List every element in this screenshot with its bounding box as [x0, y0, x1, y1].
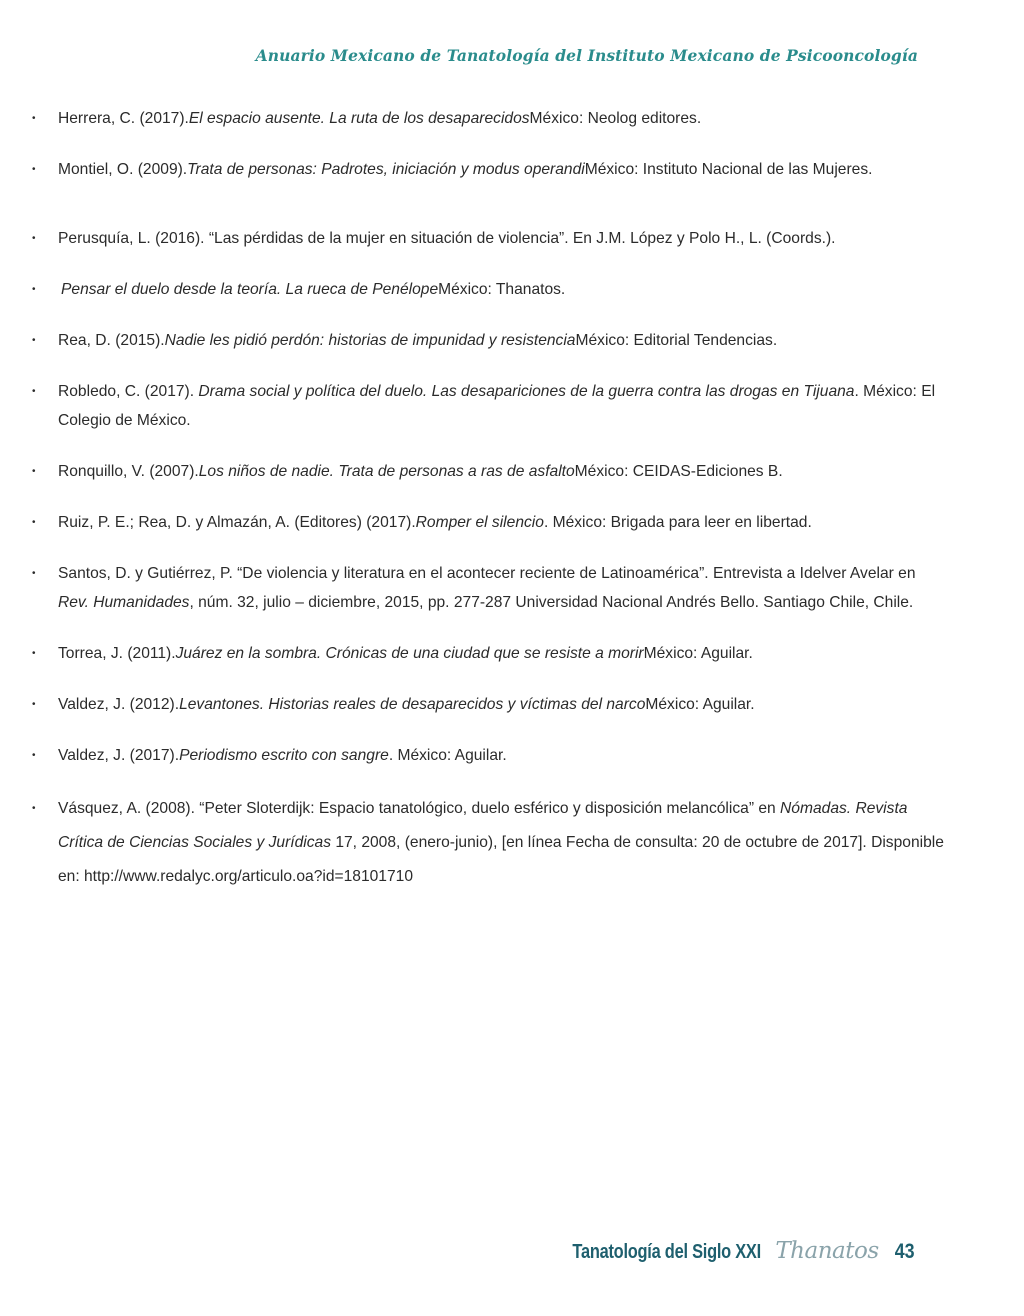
- bullet-icon: •: [32, 113, 36, 124]
- ref-author: Ruiz, P. E.; Rea, D. y Almazán, A. (Editores) (2017).: [58, 514, 416, 531]
- ref-pub: 17, 2008, (enero-junio), [en línea Fecha de consulta: 20 de octubre de 2017]. Disponible en: http://www.redalyc.org/articulo.oa?id=18101710: [58, 834, 944, 885]
- ref-author: Rea, D. (2015).: [58, 332, 165, 349]
- ref-title: Pensar el duelo desde la teoría. La rueca de Penélope: [61, 281, 439, 298]
- ref-title: Rev. Humanidades: [58, 594, 190, 611]
- ref-title: Levantones. Historias reales de desaparecidos y víctimas del narco: [179, 696, 646, 713]
- ref-author: Valdez, J. (2012).: [58, 696, 180, 713]
- bullet-icon: •: [32, 284, 36, 295]
- reference-item: [30, 690, 950, 719]
- reference-list: [30, 104, 950, 894]
- bullet-icon: •: [32, 750, 36, 761]
- reference-item: [30, 792, 950, 894]
- thanatos-logo: Thanatos: [775, 1238, 879, 1264]
- page-footer: [531, 1238, 916, 1264]
- bullet-icon: •: [32, 164, 36, 175]
- ref-pub: México: Instituto Nacional de las Mujeres.: [584, 161, 873, 178]
- reference-item: [30, 104, 950, 133]
- ref-author: Perusquía, L. (2016). “Las pérdidas de la mujer en situación de violencia”. En J.M. López y Polo H., L. (Coords.).: [58, 230, 836, 247]
- ref-author: Santos, D. y Gutiérrez, P. “De violencia y literatura en el acontecer reciente de Latinoamérica”. Entrevista a Idelver Avelar en: [58, 565, 916, 582]
- ref-author: Robledo, C. (2017).: [58, 383, 199, 400]
- ref-pub: . México: Brigada para leer en libertad.: [543, 514, 812, 531]
- ref-title: Juárez en la sombra. Crónicas de una ciudad que se resiste a morir: [175, 645, 644, 662]
- ref-title: Romper el silencio: [415, 514, 544, 531]
- ref-pub: México: Aguilar.: [645, 696, 755, 713]
- bullet-icon: •: [32, 233, 36, 244]
- ref-title: Nómadas. Revista Crítica de Ciencias Sociales y Jurídicas: [58, 800, 908, 851]
- reference-item: [30, 741, 950, 770]
- ref-author: Valdez, J. (2017).: [58, 747, 180, 764]
- bullet-icon: •: [32, 803, 36, 814]
- ref-pub: México: Editorial Tendencias.: [575, 332, 778, 349]
- bullet-icon: •: [32, 517, 36, 528]
- ref-title: Drama social y política del duelo. Las desapariciones de la guerra contra las drogas en Tijuana: [198, 383, 855, 400]
- ref-author: Herrera, C. (2017).: [58, 110, 189, 127]
- bullet-icon: •: [32, 699, 36, 710]
- reference-item: [30, 457, 950, 486]
- reference-item: [30, 224, 950, 253]
- ref-pub: . México: El Colegio de México.: [58, 383, 936, 429]
- ref-pub: México: Neolog editores.: [529, 110, 702, 127]
- reference-item: [30, 639, 950, 668]
- bullet-icon: •: [32, 386, 36, 397]
- ref-pub: México: CEIDAS-Ediciones B.: [574, 463, 783, 480]
- bullet-icon: •: [32, 568, 36, 579]
- reference-item: [30, 275, 950, 304]
- ref-title: Trata de personas: Padrotes, iniciación y modus operandi: [187, 161, 585, 178]
- ref-author: Torrea, J. (2011).: [58, 645, 176, 662]
- reference-item: [30, 377, 950, 435]
- ref-title: Nadie les pidió perdón: historias de impunidad y resistencia: [164, 332, 576, 349]
- ref-author: Ronquillo, V. (2007).: [58, 463, 199, 480]
- ref-title: El espacio ausente. La ruta de los desaparecidos: [188, 110, 530, 127]
- ref-pub: México: Aguilar.: [643, 645, 753, 662]
- reference-item: [30, 326, 950, 355]
- footer-title: Tanatología del Siglo XXI: [572, 1241, 762, 1263]
- bullet-icon: •: [32, 466, 36, 477]
- ref-author: Vásquez, A. (2008). “Peter Sloterdijk: Espacio tanatológico, duelo esférico y disposición melancólica” en: [58, 800, 781, 817]
- bullet-icon: •: [32, 335, 36, 346]
- ref-pub: , núm. 32, julio – diciembre, 2015, pp. 277-287 Universidad Nacional Andrés Bello. Santiago Chile, Chile.: [189, 594, 914, 611]
- page-number: 43: [894, 1240, 915, 1263]
- ref-title: Los niños de nadie. Trata de personas a ras de asfalto: [198, 463, 575, 480]
- bullet-icon: •: [32, 648, 36, 659]
- ref-pub: México: Thanatos.: [438, 281, 566, 298]
- reference-item: [30, 559, 950, 617]
- ref-pub: . México: Aguilar.: [388, 747, 507, 764]
- reference-item: [30, 508, 950, 537]
- reference-item: [30, 155, 950, 184]
- ref-author: Montiel, O. (2009).: [58, 161, 188, 178]
- journal-header: Anuario Mexicano de Tanatología del Instituto Mexicano de Psicooncología: [255, 46, 918, 65]
- ref-title: Periodismo escrito con sangre: [179, 747, 389, 764]
